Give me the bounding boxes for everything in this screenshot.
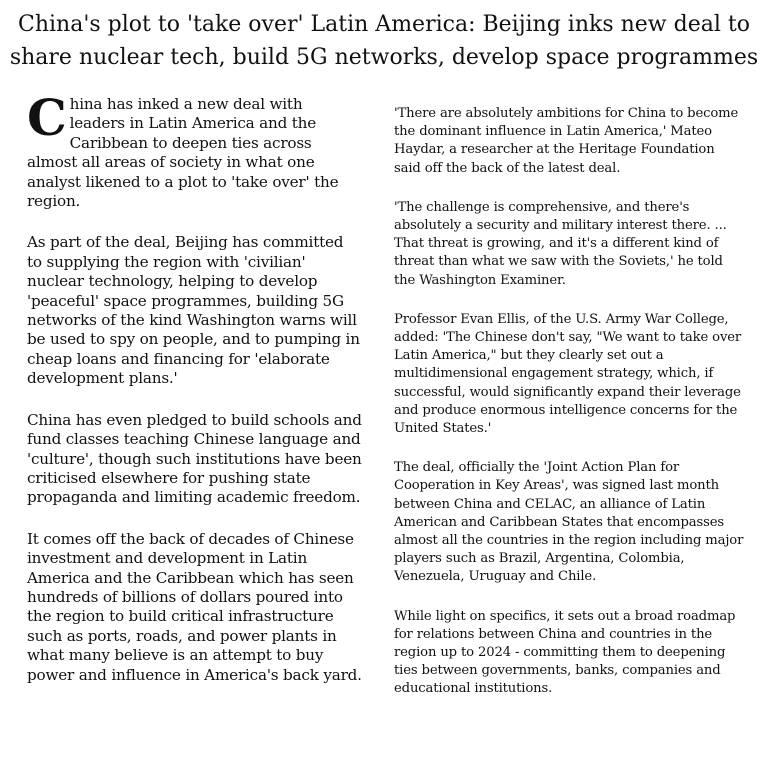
right-paragraph-2: 'The challenge is comprehensive, and there's absolutely a security and military interest there. ... That threat is growing, and it's a different kind of threat than what we saw with the Soviets,' he told the Washington Examiner. <box>394 199 727 288</box>
left-paragraph-4: It comes off the back of decades of Chinese investment and development in Latin America and the Caribbean which has seen hundreds of billions of dollars poured into the region to build critical infrastructure such as ports, roads, and power plants in what many believe is an attempt to buy power and influence in America's back yard. <box>27 529 362 684</box>
drop-cap: C <box>27 88 67 147</box>
right-column <box>394 105 744 720</box>
left-paragraph-1 <box>27 88 362 211</box>
left-column <box>27 88 362 707</box>
right-paragraph-1: 'There are absolutely ambitions for China to become the dominant influence in Latin America,' Mateo Haydar, a researcher at the Heritage Foundation said off the back of the latest deal. <box>394 106 739 176</box>
headline: China's plot to 'take over' Latin America: Beijing inks new deal to share nuclear tech, build 5G networks, develop space programmes <box>9 12 759 70</box>
left-paragraph-2: As part of the deal, Beijing has committed to supplying the region with 'civilian' nuclear technology, helping to develop 'peaceful' space programmes, building 5G networks of the kind Washington warns will be used to spy on people, and to pumping in cheap loans and financing for 'elaborate development plans.' <box>27 233 360 388</box>
right-paragraph-4: The deal, officially the 'Joint Action Plan for Cooperation in Key Areas', was signed last month between China and CELAC, an alliance of Latin American and Caribbean States that encompasses almost all the countries in the region including major players such as Brazil, Argentina, Colombia, Venezuela, Uruguay and Chile. <box>394 460 744 585</box>
right-paragraph-5: While light on specifics, it sets out a broad roadmap for relations between China and countries in the region up to 2024 - committing them to deepening ties between governments, banks, companies and educational institutions. <box>394 608 736 697</box>
left-paragraph-3: China has even pledged to build schools and fund classes teaching Chinese language and 'culture', though such institutions have been criticised elsewhere for pushing state propaganda and limiting academic freedom. <box>27 410 362 507</box>
right-paragraph-3: Professor Evan Ellis, of the U.S. Army War College, added: 'The Chinese don't say, "We want to take over Latin America," but they clearly set out a multidimensional engagement strategy, which, if successful, would significantly expand their leverage and produce enormous intelligence concerns for the United States.' <box>394 311 742 437</box>
left-paragraph-1-text: hina has inked a new deal with leaders in Latin America and the Caribbean to deepen ties across almost all areas of society in what one analyst likened to a plot to 'take over' the region. <box>27 95 339 211</box>
